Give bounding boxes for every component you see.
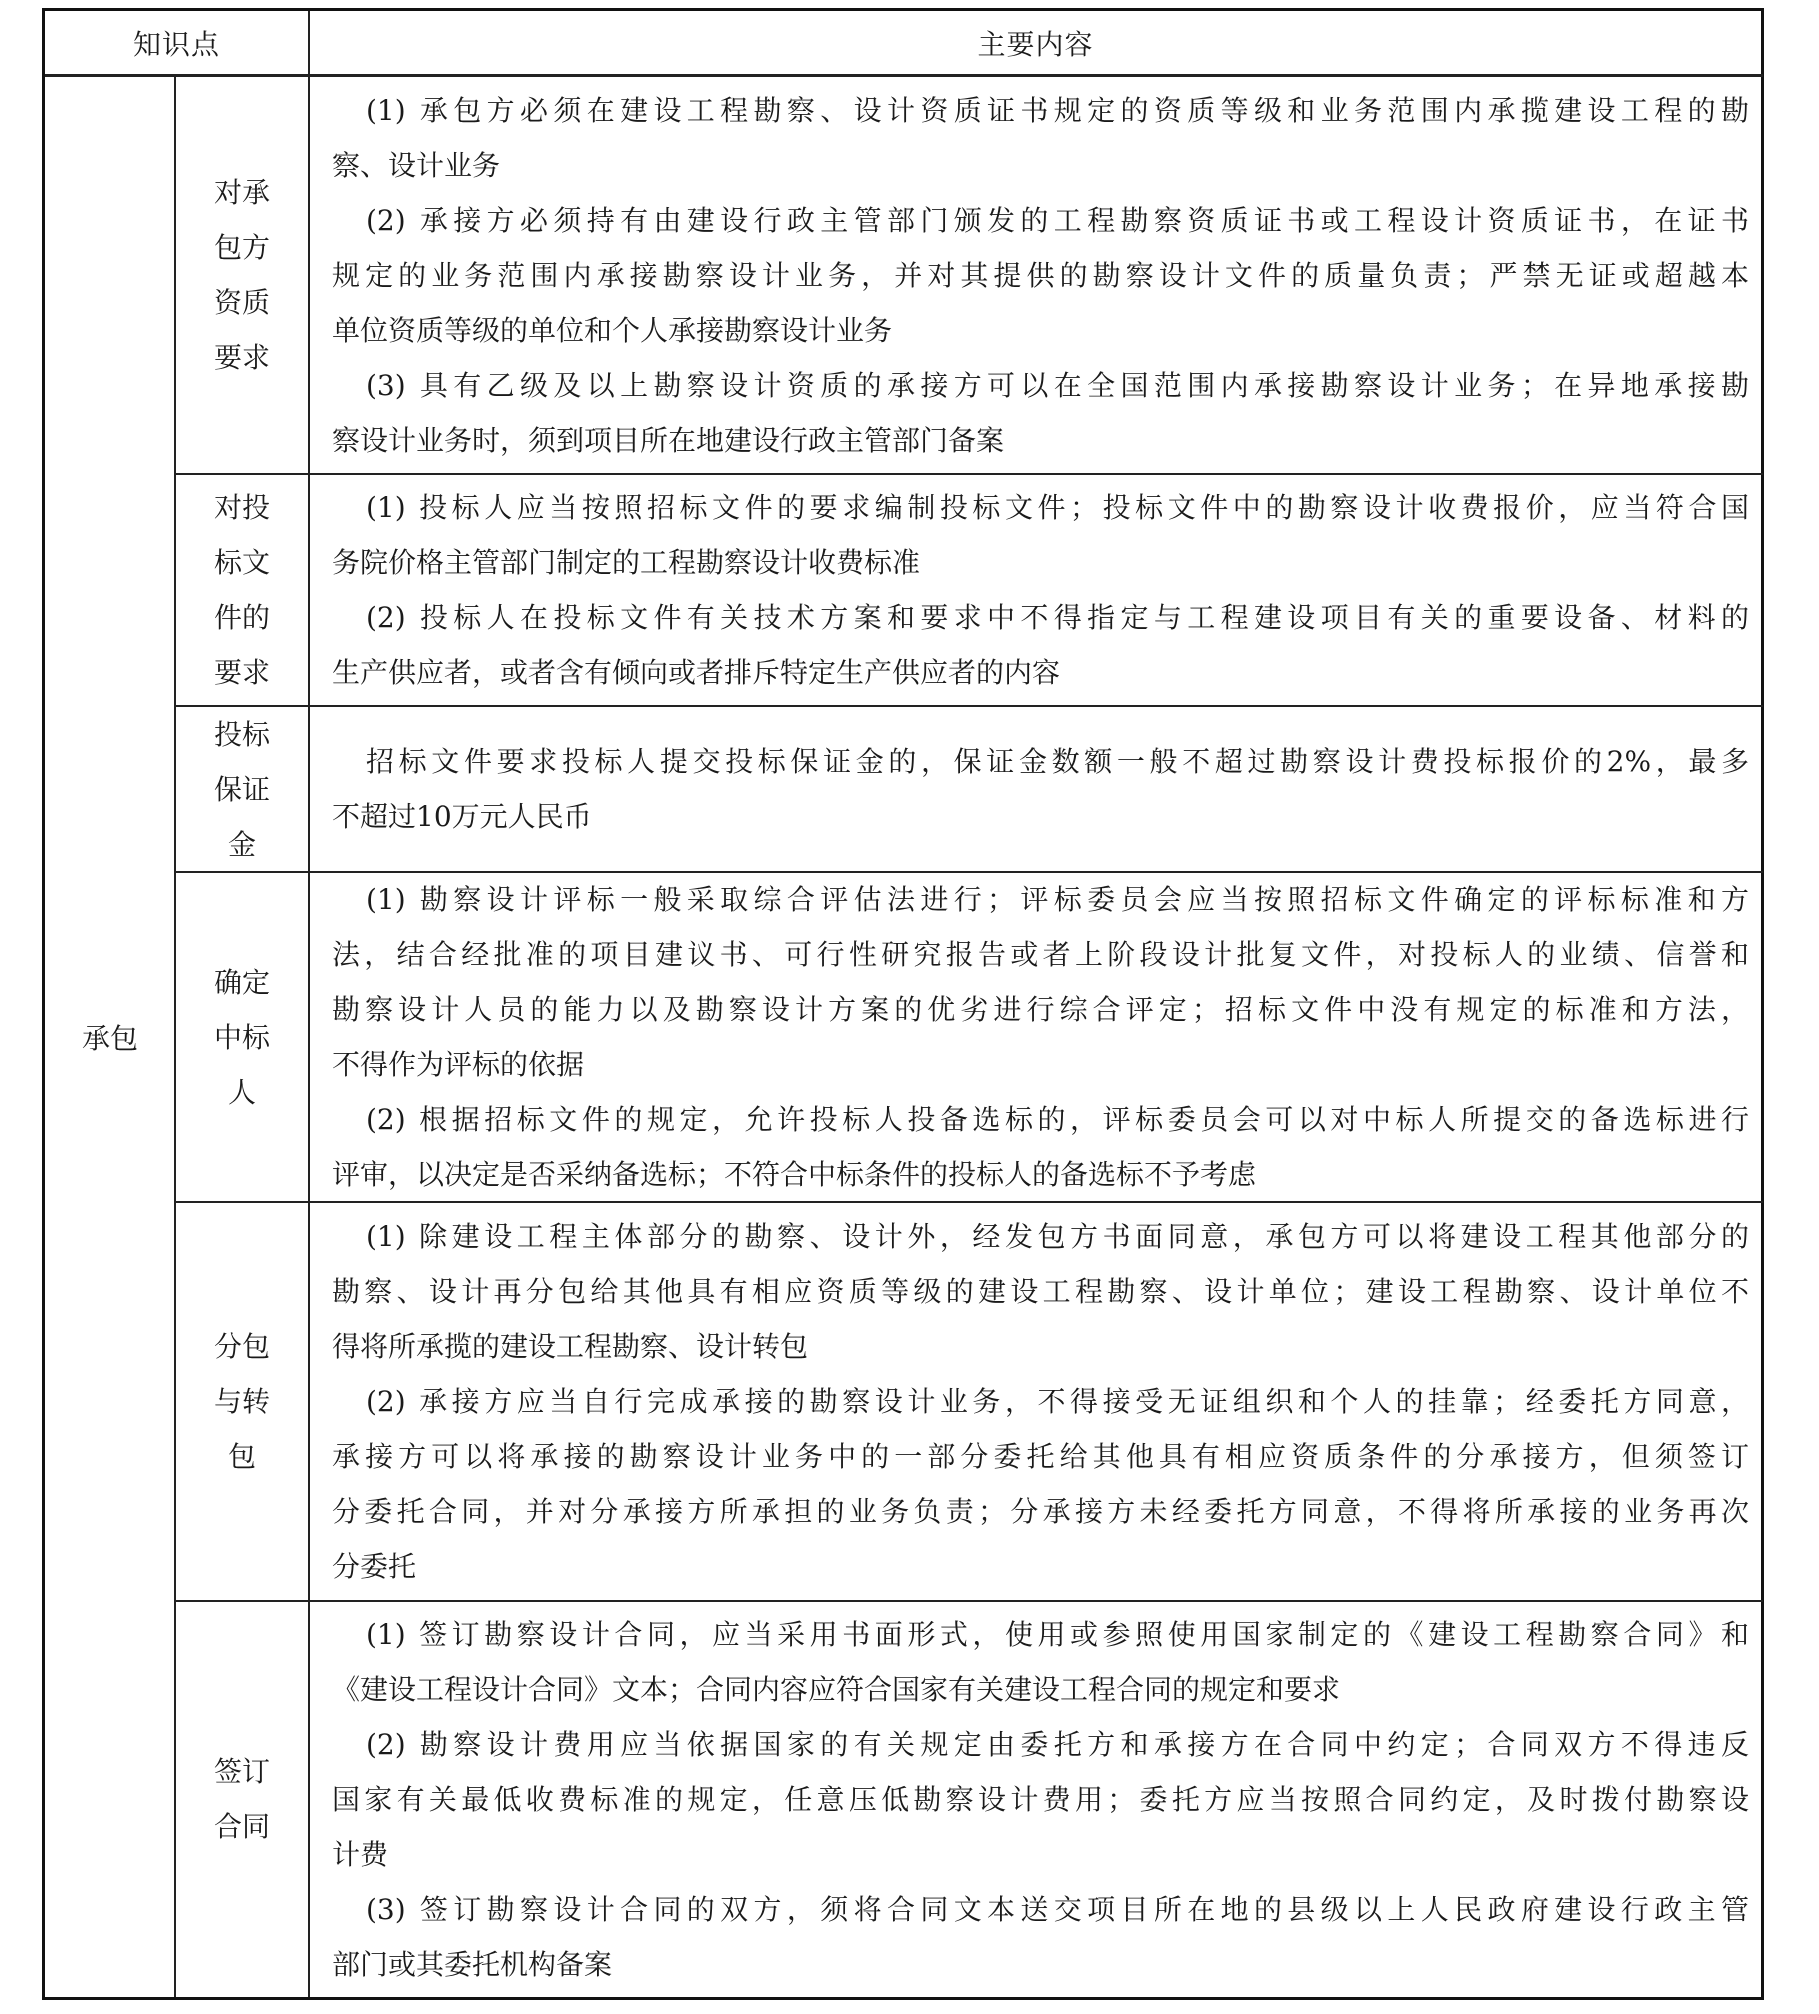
content-paragraph <box>332 1607 1749 1717</box>
subtopic-label-line: 确定 <box>213 965 270 999</box>
subtopic-cell <box>176 1601 308 1997</box>
subtopic-label-line: 件的 <box>213 601 270 634</box>
subtopic-label <box>207 1319 277 1484</box>
content-paragraph <box>332 1882 1749 1992</box>
content-line: 分委托 <box>332 1550 417 1583</box>
content-paragraph <box>332 872 1749 1092</box>
content-paragraph <box>332 590 1749 700</box>
subtopic-label-line: 中标 <box>213 1020 270 1054</box>
subtopic-cell <box>176 1202 308 1601</box>
content-line: (1) 勘察设计评标一般采取综合评估法进行；评标委员会应当按照招标文件确定的评标标准和方 <box>366 883 1749 916</box>
header-main-content <box>310 11 1761 75</box>
content-line: 务院价格主管部门制定的工程勘察设计收费标准 <box>332 546 921 579</box>
category-cell <box>45 77 175 1997</box>
content-line: (2) 勘察设计费用应当依据国家的有关规定由委托方和承接方在合同中约定；合同双方不得违反 <box>366 1727 1749 1761</box>
subtopic-label-line: 金 <box>227 827 256 861</box>
content-line: 承接方可以将承接的勘察设计业务中的一部分委托给其他具有相应资质条件的分承接方，但须签订 <box>332 1440 1749 1473</box>
subtopic-label <box>207 165 277 385</box>
header-column-divider <box>308 11 310 75</box>
subtopic-label-line: 签订 <box>213 1755 270 1788</box>
subtopic-cell <box>176 76 308 474</box>
content-paragraph <box>332 358 1749 468</box>
content-cell <box>310 76 1763 474</box>
content-line: (3) 具有乙级及以上勘察设计资质的承接方可以在全国范围内承接勘察设计业务；在异地承接勘 <box>366 368 1749 402</box>
content-line: 国家有关最低收费标准的规定，任意压低勘察设计费用；委托方应当按照合同约定，及时拨付勘察设 <box>332 1782 1749 1816</box>
content-line: 评审，以决定是否采纳备选标；不符合中标条件的投标人的备选标不予考虑 <box>332 1158 1257 1191</box>
subtopic-label-line: 对投 <box>213 491 270 524</box>
content-line: (1) 承包方必须在建设工程勘察、设计资质证书规定的资质等级和业务范围内承揽建设工程的勘 <box>366 93 1749 127</box>
content-line: 生产供应者，或者含有倾向或者排斥特定生产供应者的内容 <box>332 656 1061 689</box>
content-line: (1) 签订勘察设计合同，应当采用书面形式，使用或参照使用国家制定的《建设工程勘察合同》和 <box>366 1617 1749 1651</box>
subtopic-label-line: 分包 <box>213 1330 270 1363</box>
content-line: (3) 签订勘察设计合同的双方，须将合同文本送交项目所在地的县级以上人民政府建设行政主管 <box>366 1892 1749 1926</box>
subtopic-label-line: 保证 <box>213 772 270 806</box>
content-line: 规定的业务范围内承接勘察设计业务，并对其提供的勘察设计文件的质量负责；严禁无证或超越本 <box>332 258 1749 292</box>
content-paragraph <box>332 193 1749 358</box>
content-line: 察、设计业务 <box>332 148 501 182</box>
header-main-content-text: 主要内容 <box>977 28 1094 61</box>
content-line: 分委托合同，并对分承接方所承担的业务负责；分承接方未经委托方同意，不得将所承接的业务再次 <box>332 1495 1749 1528</box>
subtopic-cell <box>176 706 308 872</box>
content-line: 勘察设计人员的能力以及勘察设计方案的优劣进行综合评定；招标文件中没有规定的标准和方法， <box>332 993 1749 1026</box>
content-cell <box>310 706 1763 872</box>
subtopic-label-line: 对承 <box>213 176 270 209</box>
subtopic-label-line: 人 <box>227 1075 256 1109</box>
subtopic-label-line: 资质 <box>213 286 270 319</box>
subtopic-cell <box>176 872 308 1202</box>
content-paragraph <box>332 1092 1749 1202</box>
subtopic-cell <box>176 474 308 706</box>
content-paragraph <box>332 480 1749 590</box>
content-cell <box>310 872 1763 1202</box>
content-paragraph <box>332 1209 1749 1374</box>
subtopic-label-line: 与转 <box>213 1385 270 1418</box>
content-line: (2) 承接方必须持有由建设行政主管部门颁发的工程勘察资质证书或工程设计资质证书，在证书 <box>366 203 1749 237</box>
subtopic-label-line: 投标 <box>213 717 270 751</box>
content-cell <box>310 474 1763 706</box>
content-paragraph <box>332 1374 1749 1594</box>
content-line: 计费 <box>332 1837 389 1871</box>
header-knowledge-point <box>45 11 308 75</box>
content-paragraph <box>332 1717 1749 1882</box>
content-line: 勘察、设计再分包给其他具有相应资质等级的建设工程勘察、设计单位；建设工程勘察、设计单位不 <box>332 1275 1749 1308</box>
content-line: 部门或其委托机构备案 <box>332 1947 613 1981</box>
subtopic-label-line: 合同 <box>213 1810 270 1843</box>
content-line: 单位资质等级的单位和个人承接勘察设计业务 <box>332 313 893 347</box>
content-paragraph <box>332 734 1749 844</box>
subtopic-label <box>207 707 277 872</box>
category-label: 承包 <box>81 1022 138 1055</box>
content-line: 不得作为评标的依据 <box>332 1048 585 1081</box>
content-line: 得将所承揽的建设工程勘察、设计转包 <box>332 1330 809 1363</box>
subtopic-label-line: 包方 <box>213 231 270 264</box>
content-cell <box>310 1601 1763 1997</box>
content-paragraph <box>332 83 1749 193</box>
subtopic-label-line: 标文 <box>213 546 270 579</box>
subtopic-label-line: 要求 <box>213 656 270 689</box>
content-line: 《建设工程设计合同》文本；合同内容应符合国家有关建设工程合同的规定和要求 <box>332 1672 1341 1706</box>
subtopic-label <box>207 955 277 1120</box>
content-line: (2) 承接方应当自行完成承接的勘察设计业务，不得接受无证组织和个人的挂靠；经委托方同意， <box>366 1385 1749 1418</box>
content-line: (2) 根据招标文件的规定，允许投标人投备选标的，评标委员会可以对中标人所提交的备选标进行 <box>366 1103 1749 1136</box>
content-line: 招标文件要求投标人提交投标保证金的，保证金数额一般不超过勘察设计费投标报价的2%，最多 <box>366 745 1749 778</box>
content-line: 法，结合经批准的项目建议书、可行性研究报告或者上阶段设计批复文件，对投标人的业绩、信誉和 <box>332 938 1749 971</box>
content-line: (2) 投标人在投标文件有关技术方案和要求中不得指定与工程建设项目有关的重要设备、材料的 <box>366 601 1749 634</box>
subtopic-label <box>207 1744 277 1854</box>
subtopic-label-line: 要求 <box>213 341 270 374</box>
content-line: (1) 投标人应当按照招标文件的要求编制投标文件；投标文件中的勘察设计收费报价，应当符合国 <box>366 491 1749 524</box>
subtopic-label-line: 包 <box>227 1440 256 1473</box>
content-line: 不超过10万元人民币 <box>332 800 592 833</box>
content-line: 察设计业务时，须到项目所在地建设行政主管部门备案 <box>332 423 1005 457</box>
header-knowledge-point-text: 知识点 <box>132 28 220 61</box>
subtopic-label <box>207 480 277 700</box>
content-cell <box>310 1202 1763 1601</box>
content-line: (1) 除建设工程主体部分的勘察、设计外，经发包方书面同意，承包方可以将建设工程其他部分的 <box>366 1220 1749 1253</box>
